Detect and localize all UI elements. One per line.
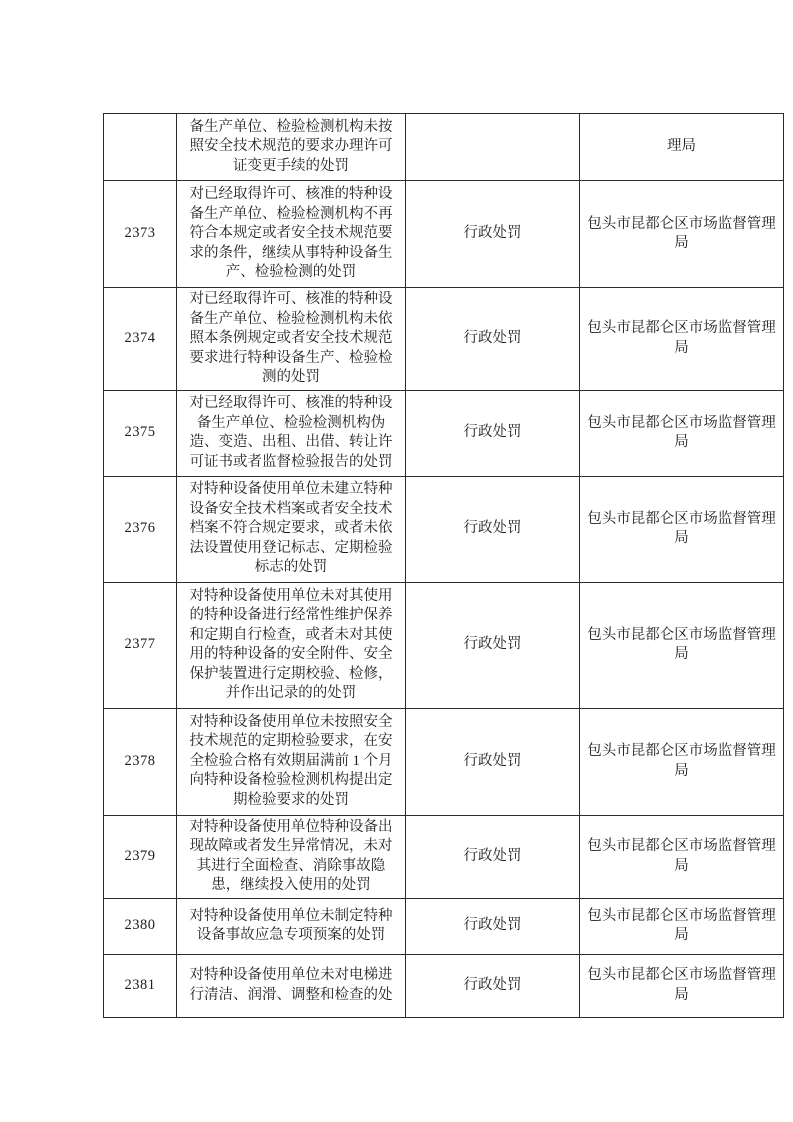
table-row [104,390,784,476]
penalty-type-cell: 行政处罚 [406,898,580,954]
matter-cell: 对特种设备使用单位未建立特种设备安全技术档案或者安全技术档案不符合规定要求，或者未依法设置使用登记标志、定期检验标志的处罚 [177,476,406,582]
matter-cell: 对特种设备使用单位未制定特种设备事故应急专项预案的处罚 [177,898,406,954]
row-id-cell: 2373 [104,181,177,288]
penalty-type-cell: 行政处罚 [406,390,580,476]
matter-cell: 对特种设备使用单位未对电梯进行清洁、润滑、调整和检查的处 [177,954,406,1017]
matter-cell: 对已经取得许可、核准的特种设备生产单位、检验检测机构未依照本条例规定或者安全技术规范要求进行特种设备生产、检验检测的处罚 [177,288,406,391]
row-id-cell: 2378 [104,708,177,815]
matter-cell: 对特种设备使用单位未按照安全技术规范的定期检验要求，在安全检验合格有效期届满前 1 个月向特种设备检验检测机构提出定期检验要求的处罚 [177,708,406,815]
matter-cell: 对特种设备使用单位特种设备出现故障或者发生异常情况，未对其进行全面检查、消除事故隐患，继续投入使用的处罚 [177,815,406,898]
table-row [104,476,784,582]
authority-cell: 包头市昆都仑区市场监督管理局 [580,476,784,582]
penalty-type-cell: 行政处罚 [406,954,580,1017]
penalty-type-cell: 行政处罚 [406,582,580,708]
row-id-cell: 2381 [104,954,177,1017]
authority-cell: 包头市昆都仑区市场监督管理局 [580,898,784,954]
authority-cell: 包头市昆都仑区市场监督管理局 [580,288,784,391]
row-id-cell: 2380 [104,898,177,954]
row-id-cell: 2379 [104,815,177,898]
matter-cell: 对已经取得许可、核准的特种设备生产单位、检验检测机构不再符合本规定或者安全技术规范要求的条件，继续从事特种设备生产、检验检测的处罚 [177,181,406,288]
row-id-cell: 2376 [104,476,177,582]
table-row [104,582,784,708]
authority-cell: 包头市昆都仑区市场监督管理局 [580,582,784,708]
authority-cell: 包头市昆都仑区市场监督管理局 [580,181,784,288]
row-id-cell: 2375 [104,390,177,476]
row-id-cell [104,114,177,181]
table-row [104,708,784,815]
authority-cell: 包头市昆都仑区市场监督管理局 [580,954,784,1017]
penalty-type-cell: 行政处罚 [406,708,580,815]
penalty-type-cell: 行政处罚 [406,288,580,391]
matter-cell: 备生产单位、检验检测机构未按照安全技术规范的要求办理许可证变更手续的处罚 [177,114,406,181]
table-row [104,815,784,898]
table-row [104,288,784,391]
penalty-type-cell: 行政处罚 [406,476,580,582]
authority-cell: 包头市昆都仑区市场监督管理局 [580,815,784,898]
matter-cell: 对特种设备使用单位未对其使用的特种设备进行经常性维护保养和定期自行检查，或者未对其使用的特种设备的安全附件、安全保护装置进行定期校验、检修，并作出记录的的处罚 [177,582,406,708]
table-row [104,114,784,181]
penalty-type-cell [406,114,580,181]
authority-cell: 包头市昆都仑区市场监督管理局 [580,708,784,815]
penalty-type-cell: 行政处罚 [406,181,580,288]
table-row [104,898,784,954]
matter-cell: 对已经取得许可、核准的特种设备生产单位、检验检测机构伪造、变造、出租、出借、转让许可证书或者监督检验报告的处罚 [177,390,406,476]
authority-cell: 理局 [580,114,784,181]
table-row [104,954,784,1017]
authority-cell: 包头市昆都仑区市场监督管理局 [580,390,784,476]
penalty-type-cell: 行政处罚 [406,815,580,898]
row-id-cell: 2374 [104,288,177,391]
table-row [104,181,784,288]
row-id-cell: 2377 [104,582,177,708]
penalty-items-table [103,113,784,1018]
